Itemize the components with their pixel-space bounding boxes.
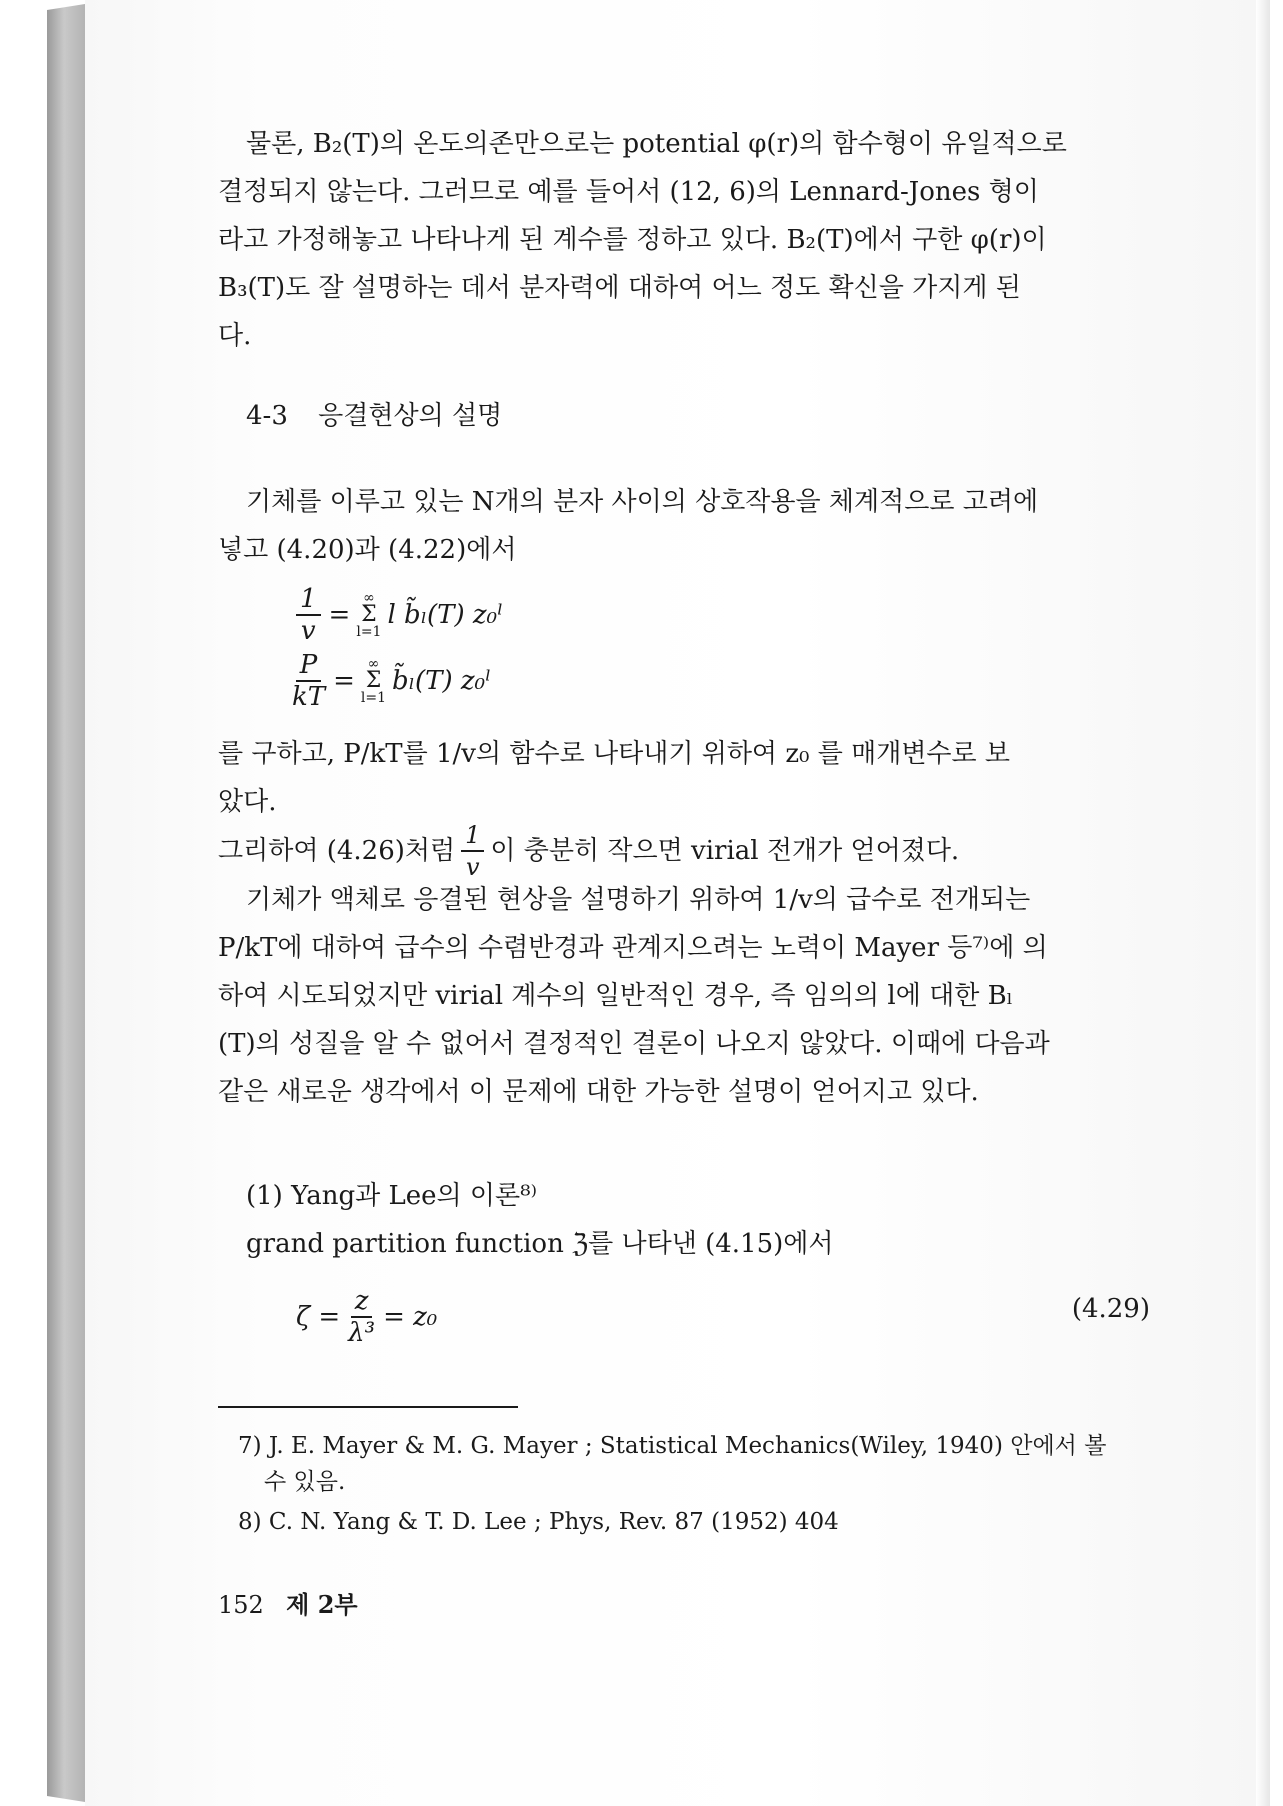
text-line: 기체가 액체로 응결된 현상을 설명하기 위하여 1/v의 급수로 전개되는 <box>246 885 1031 915</box>
text-line: 결정되지 않는다. 그러므로 예를 들어서 (12, 6)의 Lennard-Jones 형이 <box>218 177 1039 207</box>
equation-3 <box>296 1286 437 1348</box>
page-number: 152 <box>218 1591 264 1619</box>
denominator: v <box>300 616 316 646</box>
numerator: z <box>351 1286 373 1318</box>
text-segment: 그리하여 (4.26)처럼 <box>218 836 456 866</box>
paragraph-1 <box>218 120 1148 360</box>
part-label: 제 2부 <box>286 1590 358 1619</box>
page-edge <box>1256 0 1270 1806</box>
text-line: 다. <box>218 321 252 351</box>
text-line: 라고 가정해놓고 나타나게 된 계수를 정하고 있다. B₂(T)에서 구한 φ(r)이 <box>218 225 1047 255</box>
section-title: 응결현상의 설명 <box>318 401 503 431</box>
denominator: kT <box>292 682 326 712</box>
fraction <box>348 1286 375 1348</box>
text-line: grand partition function ℨ를 나타낸 (4.15)에서 <box>246 1229 834 1259</box>
page-footer <box>218 1585 358 1620</box>
fraction <box>296 584 321 646</box>
paragraph-5 <box>218 876 1148 1116</box>
equation-body: b̃ₗ(T) z₀ˡ <box>392 666 492 696</box>
denominator: λ³ <box>348 1318 376 1348</box>
paragraph-2 <box>218 478 1148 574</box>
equation-rhs: = z₀ <box>383 1302 438 1332</box>
text-line: 를 구하고, P/kT를 1/v의 함수로 나타내기 위하여 z₀ 를 매개변수로 보 <box>218 739 1011 769</box>
equation-body: l b̃ₗ(T) z₀ˡ <box>387 600 504 630</box>
sum-upper-limit: ∞ <box>363 590 375 606</box>
footnote-7-cont: 수 있음. <box>264 1469 346 1495</box>
text-line: (T)의 성질을 알 수 없어서 결정적인 결론이 나오지 않았다. 이때에 다음과 <box>218 1029 1050 1059</box>
paragraph-4 <box>218 820 1148 882</box>
footnote-8: 8) C. N. Yang & T. D. Lee ; Phys, Rev. 87 (1952) 404 <box>238 1509 839 1535</box>
book-spine <box>47 4 85 1802</box>
sum-lower-limit: l=1 <box>356 624 382 640</box>
paragraph-3 <box>218 730 1148 826</box>
text-line: 하여 시도되었지만 virial 계수의 일반적인 경우, 즉 임의의 l에 대한 Bₗ <box>218 981 1013 1011</box>
numerator: 1 <box>461 820 484 852</box>
equation-1: $\frac{1}{v}$ = ∞ Σ l=1 l b̃ₗ(T) z₀ˡ <box>296 584 503 646</box>
section-heading <box>246 395 502 432</box>
subsection-1 <box>246 1172 1146 1268</box>
text-line: 같은 새로운 생각에서 이 문제에 대한 가능한 설명이 얻어지고 있다. <box>218 1077 979 1107</box>
footnote-7: 7) J. E. Mayer & M. G. Mayer ; Statistical Mechanics(Wiley, 1940) 안에서 볼 <box>238 1433 1107 1459</box>
summation: ∞ Σ l=1 <box>360 656 387 706</box>
denominator: v <box>466 853 480 881</box>
sum-lower-limit: l=1 <box>360 690 387 706</box>
text-line: 넣고 (4.20)과 (4.22)에서 <box>218 535 517 565</box>
section-number: 4-3 <box>246 401 288 431</box>
numerator: P <box>296 650 322 682</box>
equation-2: $\frac{P}{kT}$ = ∞ Σ l=1 b̃ₗ(T) z₀ˡ <box>292 650 492 712</box>
text-line: 기체를 이루고 있는 N개의 분자 사이의 상호작용을 체계적으로 고려에 <box>246 487 1039 517</box>
text-line: B₃(T)도 잘 설명하는 데서 분자력에 대하여 어느 정도 확신을 가지게 된 <box>218 273 1021 303</box>
text-line: P/kT에 대하여 급수의 수렴반경과 관계지으려는 노력이 Mayer 등⁷⁾에 의 <box>218 933 1048 963</box>
footnote-divider <box>218 1406 518 1408</box>
text-line: 았다. <box>218 787 277 817</box>
text-line: 물론, B₂(T)의 온도의존만으로는 potential φ(r)의 함수형이 유일적으로 <box>246 129 1067 159</box>
equation-lhs: ζ = <box>296 1302 341 1332</box>
fraction <box>292 650 325 712</box>
equation-number: (4.29) <box>1071 1294 1150 1324</box>
numerator: 1 <box>296 584 321 616</box>
inline-fraction <box>461 820 484 882</box>
summation: ∞ Σ l=1 <box>356 590 382 640</box>
sum-upper-limit: ∞ <box>367 656 380 672</box>
subsection-title: (1) Yang과 Lee의 이론⁸⁾ <box>246 1181 537 1211</box>
text-segment: 이 충분히 작으면 virial 전개가 얻어졌다. <box>490 836 960 866</box>
